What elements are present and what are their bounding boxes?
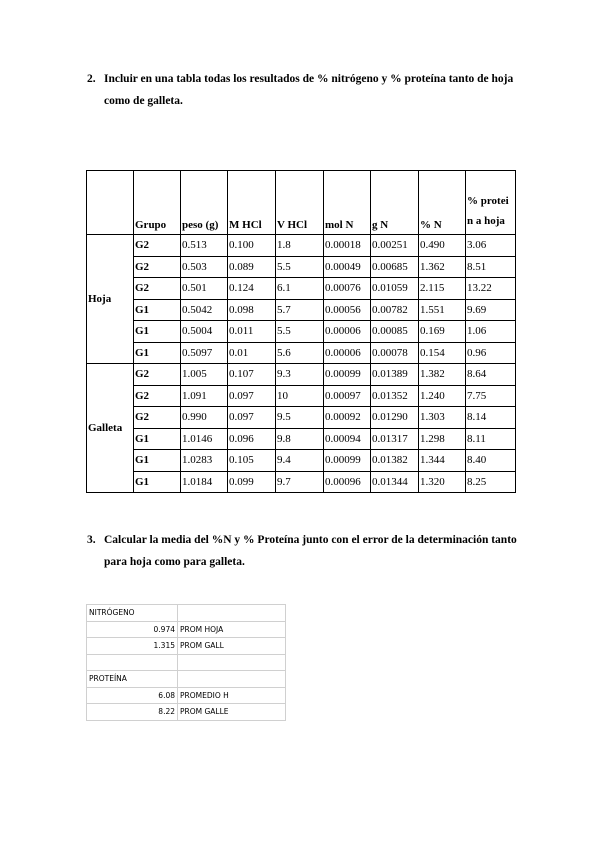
table-row [87,407,516,429]
table-cell: 0.00782 [371,299,419,321]
grupo-cell: G1 [134,428,181,450]
table-cell: 0.154 [419,342,466,364]
table-cell: 2.115 [419,278,466,300]
table-cell: 0.01382 [371,450,419,472]
table-cell: 1.091 [181,385,228,407]
header-g-n: g N [371,171,419,235]
nitrogen-title: NITRÓGENO [87,605,178,622]
table-cell: 0.990 [181,407,228,429]
table-row [87,364,516,386]
protein-avg-galleta-value: 8.22 [87,704,178,721]
sheet-row [87,671,286,688]
table-cell: 0.00076 [324,278,371,300]
table-cell: 0.5004 [181,321,228,343]
table-cell: 1.382 [419,364,466,386]
nitrogen-avg-hoja-label: PROM HOJA [178,621,286,638]
sample-group-label: Galleta [87,364,134,493]
table-cell: 0.00251 [371,235,419,257]
table-row [87,385,516,407]
table-cell: 0.00096 [324,471,371,493]
grupo-cell: G2 [134,385,181,407]
header-percent-proteina: % protein a hoja [466,171,516,235]
table-cell: 9.8 [276,428,324,450]
table-cell: 1.0146 [181,428,228,450]
table-cell: 0.96 [466,342,516,364]
summary-sheet [86,604,286,721]
table-cell: 0.01290 [371,407,419,429]
table-cell: 8.11 [466,428,516,450]
grupo-cell: G2 [134,256,181,278]
table-cell: 1.005 [181,364,228,386]
question-2 [87,68,517,112]
table-cell: 9.7 [276,471,324,493]
table-cell: 0.097 [228,407,276,429]
table-cell: 7.75 [466,385,516,407]
question-3-number: 3. [87,534,96,546]
header-grupo: Grupo [134,171,181,235]
table-cell: 1.0184 [181,471,228,493]
table-row [87,321,516,343]
table-cell: 5.6 [276,342,324,364]
table-cell: 0.00685 [371,256,419,278]
protein-avg-galleta-label: PROM GALLE [178,704,286,721]
grupo-cell: G1 [134,342,181,364]
table-cell: 1.240 [419,385,466,407]
grupo-cell: G1 [134,471,181,493]
sheet-row [87,704,286,721]
table-cell: 8.51 [466,256,516,278]
table-cell: 0.00099 [324,450,371,472]
table-cell: 0.503 [181,256,228,278]
table-cell: 0.099 [228,471,276,493]
table-cell: 0.169 [419,321,466,343]
table-cell: 8.14 [466,407,516,429]
table-row [87,428,516,450]
sheet-row [87,638,286,655]
header-m-hcl: M HCl [228,171,276,235]
header-peso: peso (g) [181,171,228,235]
table-cell: 5.5 [276,256,324,278]
protein-avg-hoja-value: 6.08 [87,687,178,704]
table-cell: 0.00056 [324,299,371,321]
sample-group-label: Hoja [87,235,134,364]
sheet-row [87,687,286,704]
table-cell: 0.01344 [371,471,419,493]
table-cell: 0.5042 [181,299,228,321]
table-cell: 0.00018 [324,235,371,257]
table-cell: 1.298 [419,428,466,450]
grupo-cell: G2 [134,407,181,429]
table-cell: 0.00092 [324,407,371,429]
grupo-cell: G2 [134,278,181,300]
table-cell: 5.7 [276,299,324,321]
question-2-number: 2. [87,73,96,85]
table-cell: 0.01 [228,342,276,364]
sheet-cell-empty [178,605,286,622]
table-cell: 0.513 [181,235,228,257]
table-cell: 0.00006 [324,342,371,364]
header-empty [87,171,134,235]
table-cell: 0.100 [228,235,276,257]
grupo-cell: G2 [134,235,181,257]
nitrogen-avg-galleta-label: PROM GALL [178,638,286,655]
protein-title: PROTEÍNA [87,671,178,688]
table-cell: 13.22 [466,278,516,300]
header-mol-n: mol N [324,171,371,235]
table-cell: 0.124 [228,278,276,300]
table-cell: 5.5 [276,321,324,343]
question-3 [87,529,517,573]
header-row [87,171,516,235]
table-cell: 0.089 [228,256,276,278]
table-cell: 0.01352 [371,385,419,407]
table-cell: 0.00099 [324,364,371,386]
sheet-cell-empty [178,654,286,671]
table-cell: 1.344 [419,450,466,472]
table-cell: 9.3 [276,364,324,386]
table-row [87,235,516,257]
table-cell: 0.098 [228,299,276,321]
sheet-row [87,654,286,671]
table-cell: 0.01317 [371,428,419,450]
table-cell: 8.25 [466,471,516,493]
header-percent-n: % N [419,171,466,235]
question-3-text: Calcular la media del %N y % Proteína junto con el error de la determinación tanto para hoja como para galleta. [104,534,517,568]
table-cell: 9.4 [276,450,324,472]
table-row [87,471,516,493]
table-cell: 1.8 [276,235,324,257]
grupo-cell: G1 [134,321,181,343]
grupo-cell: G2 [134,364,181,386]
table-cell: 9.5 [276,407,324,429]
table-cell: 0.00006 [324,321,371,343]
sheet-cell-empty [178,671,286,688]
table-cell: 0.5097 [181,342,228,364]
grupo-cell: G1 [134,299,181,321]
sheet-row [87,621,286,638]
table-row [87,278,516,300]
table-cell: 0.490 [419,235,466,257]
table-cell: 0.00097 [324,385,371,407]
table-cell: 1.551 [419,299,466,321]
table-cell: 8.40 [466,450,516,472]
question-2-text: Incluir en una tabla todas los resultados de % nitrógeno y % proteína tanto de hoja como de galleta. [104,73,514,107]
results-table [86,170,516,493]
table-cell: 0.097 [228,385,276,407]
table-cell: 1.320 [419,471,466,493]
table-cell: 8.64 [466,364,516,386]
table-cell: 6.1 [276,278,324,300]
table-cell: 0.011 [228,321,276,343]
nitrogen-avg-hoja-value: 0.974 [87,621,178,638]
table-cell: 0.00078 [371,342,419,364]
table-cell: 10 [276,385,324,407]
nitrogen-avg-galleta-value: 1.315 [87,638,178,655]
table-cell: 0.107 [228,364,276,386]
table-cell: 0.105 [228,450,276,472]
table-row [87,299,516,321]
grupo-cell: G1 [134,450,181,472]
results-body [87,235,516,493]
table-cell: 1.362 [419,256,466,278]
table-cell: 9.69 [466,299,516,321]
sheet-row [87,605,286,622]
table-cell: 1.06 [466,321,516,343]
sheet-cell-empty [87,654,178,671]
table-cell: 1.0283 [181,450,228,472]
table-cell: 0.01389 [371,364,419,386]
table-cell: 0.00049 [324,256,371,278]
table-cell: 3.06 [466,235,516,257]
header-v-hcl: V HCl [276,171,324,235]
table-row [87,256,516,278]
table-row [87,450,516,472]
table-cell: 0.00085 [371,321,419,343]
protein-avg-hoja-label: PROMEDIO H [178,687,286,704]
table-cell: 0.01059 [371,278,419,300]
table-cell: 0.096 [228,428,276,450]
table-cell: 1.303 [419,407,466,429]
table-cell: 0.501 [181,278,228,300]
table-row [87,342,516,364]
table-cell: 0.00094 [324,428,371,450]
